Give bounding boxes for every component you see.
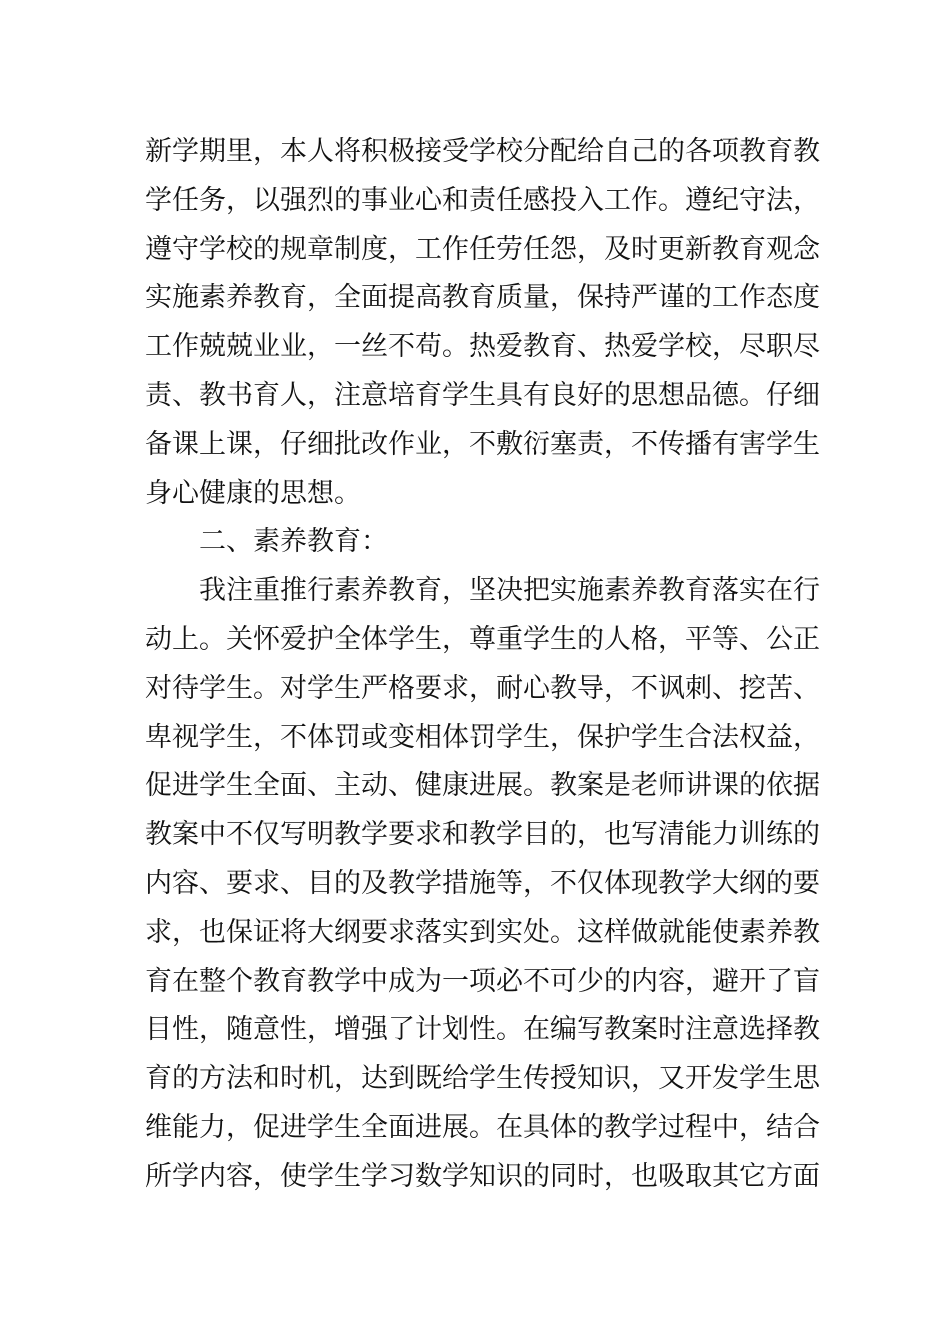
paragraph-2 <box>145 567 820 1201</box>
text-line: 育的方法和时机，达到既给学生传授知识，又开发学生思 <box>145 1063 820 1095</box>
text-line: 学任务，以强烈的事业心和责任感投入工作。遵纪守法， <box>145 184 820 216</box>
text-line: 育在整个教育教学中成为一项必不可少的内容，避开了盲 <box>145 965 820 997</box>
text-line: 所学内容，使学生学习数学知识的同时，也吸取其它方面 <box>145 1160 820 1192</box>
text-line: 维能力，促进学生全面进展。在具体的教学过程中，结合 <box>145 1111 820 1143</box>
text-line: 卑视学生，不体罚或变相体罚学生，保护学生合法权益， <box>145 721 820 753</box>
section-heading: 二、素养教育： <box>199 526 388 558</box>
text-line: 新学期里，本人将积极接受学校分配给自己的各项教育教 <box>145 136 820 167</box>
document-body <box>145 128 820 1202</box>
text-line: 求，也保证将大纲要求落实到实处。这样做就能使素养教 <box>145 916 820 948</box>
text-line: 责、教书育人，注意培育学生具有良好的思想品德。仔细 <box>145 379 820 411</box>
text-line: 遵守学校的规章制度，工作任劳任怨，及时更新教育观念 <box>145 233 820 265</box>
text-line: 内容、要求、目的及教学措施等，不仅体现教学大纲的要 <box>145 867 820 899</box>
text-line: 教案中不仅写明教学要求和教学目的，也写清能力训练的 <box>145 819 820 851</box>
text-line: 促进学生全面、主动、健康进展。教案是老师讲课的依据 <box>145 770 820 802</box>
text-line: 工作兢兢业业，一丝不苟。热爱教育、热爱学校，尽职尽 <box>145 331 820 363</box>
paragraph-1 <box>145 128 820 518</box>
text-line: 对待学生。对学生严格要求，耐心教导，不讽刺、挖苦、 <box>145 672 820 704</box>
text-line: 我注重推行素养教育，坚决把实施素养教育落实在行 <box>199 575 820 607</box>
text-line: 身心健康的思想。 <box>145 477 361 509</box>
text-line: 目性，随意性，增强了计划性。在编写教案时注意选择教 <box>145 1014 820 1046</box>
text-line: 实施素养教育，全面提高教育质量，保持严谨的工作态度 <box>145 282 820 314</box>
text-line: 备课上课，仔细批改作业，不敷衍塞责，不传播有害学生 <box>145 428 820 460</box>
text-line: 动上。关怀爱护全体学生，尊重学生的人格，平等、公正 <box>145 623 820 655</box>
